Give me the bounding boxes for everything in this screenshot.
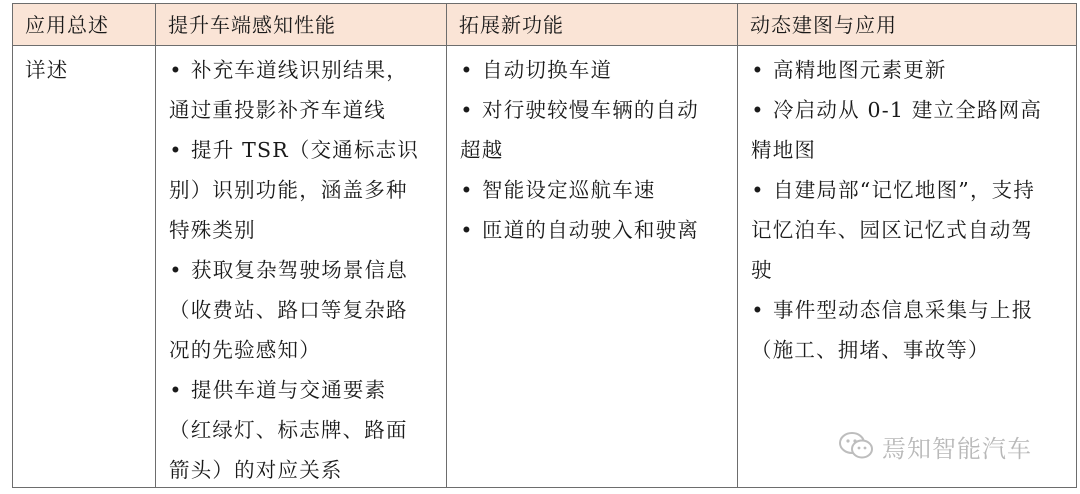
dynamic-mapping-list [743, 50, 1073, 370]
header-dynamic-mapping: 动态建图与应用 [750, 13, 897, 37]
row-label: 详述 [25, 58, 69, 82]
list-item: • 高精地图元素更新 [751, 58, 947, 82]
watermark-text: 焉知智能汽车 [882, 434, 1032, 463]
wechat-icon [838, 431, 874, 461]
list-item: • 提升 TSR（交通标志识 别）识别功能，涵盖多种 特殊类别 [169, 138, 420, 242]
list-item: • 冷启动从 0-1 建立全路网高 精地图 [751, 98, 1043, 162]
perception-list [161, 50, 441, 490]
column-divider [737, 4, 738, 487]
watermark [838, 428, 1032, 464]
column-divider [446, 4, 447, 487]
list-item: • 匝道的自动驶入和驶离 [460, 218, 699, 242]
list-item: • 智能设定巡航车速 [460, 178, 656, 202]
header-perception: 提升车端感知性能 [168, 13, 336, 37]
list-item: • 提供车道与交通要素 （红绿灯、标志牌、路面 箭头）的对应关系 [169, 378, 408, 482]
list-item: • 对行驶较慢车辆的自动 超越 [460, 98, 699, 162]
table-header-row [13, 4, 1076, 46]
list-item: • 自建局部“记忆地图”，支持 记忆泊车、园区记忆式自动驾 驶 [751, 178, 1036, 282]
list-item: • 获取复杂驾驶场景信息 （收费站、路口等复杂路 况的先验感知） [169, 258, 408, 362]
list-item: • 事件型动态信息采集与上报 （施工、拥堵、事故等） [751, 298, 1034, 362]
new-features-list [452, 50, 732, 250]
list-item: • 自动切换车道 [460, 58, 613, 82]
column-divider [155, 4, 156, 487]
list-item: • 补充车道线识别结果， 通过重投影补齐车道线 [169, 58, 408, 122]
comparison-table [12, 3, 1077, 488]
header-new-features: 拓展新功能 [459, 13, 564, 37]
header-overview: 应用总述 [25, 13, 109, 37]
